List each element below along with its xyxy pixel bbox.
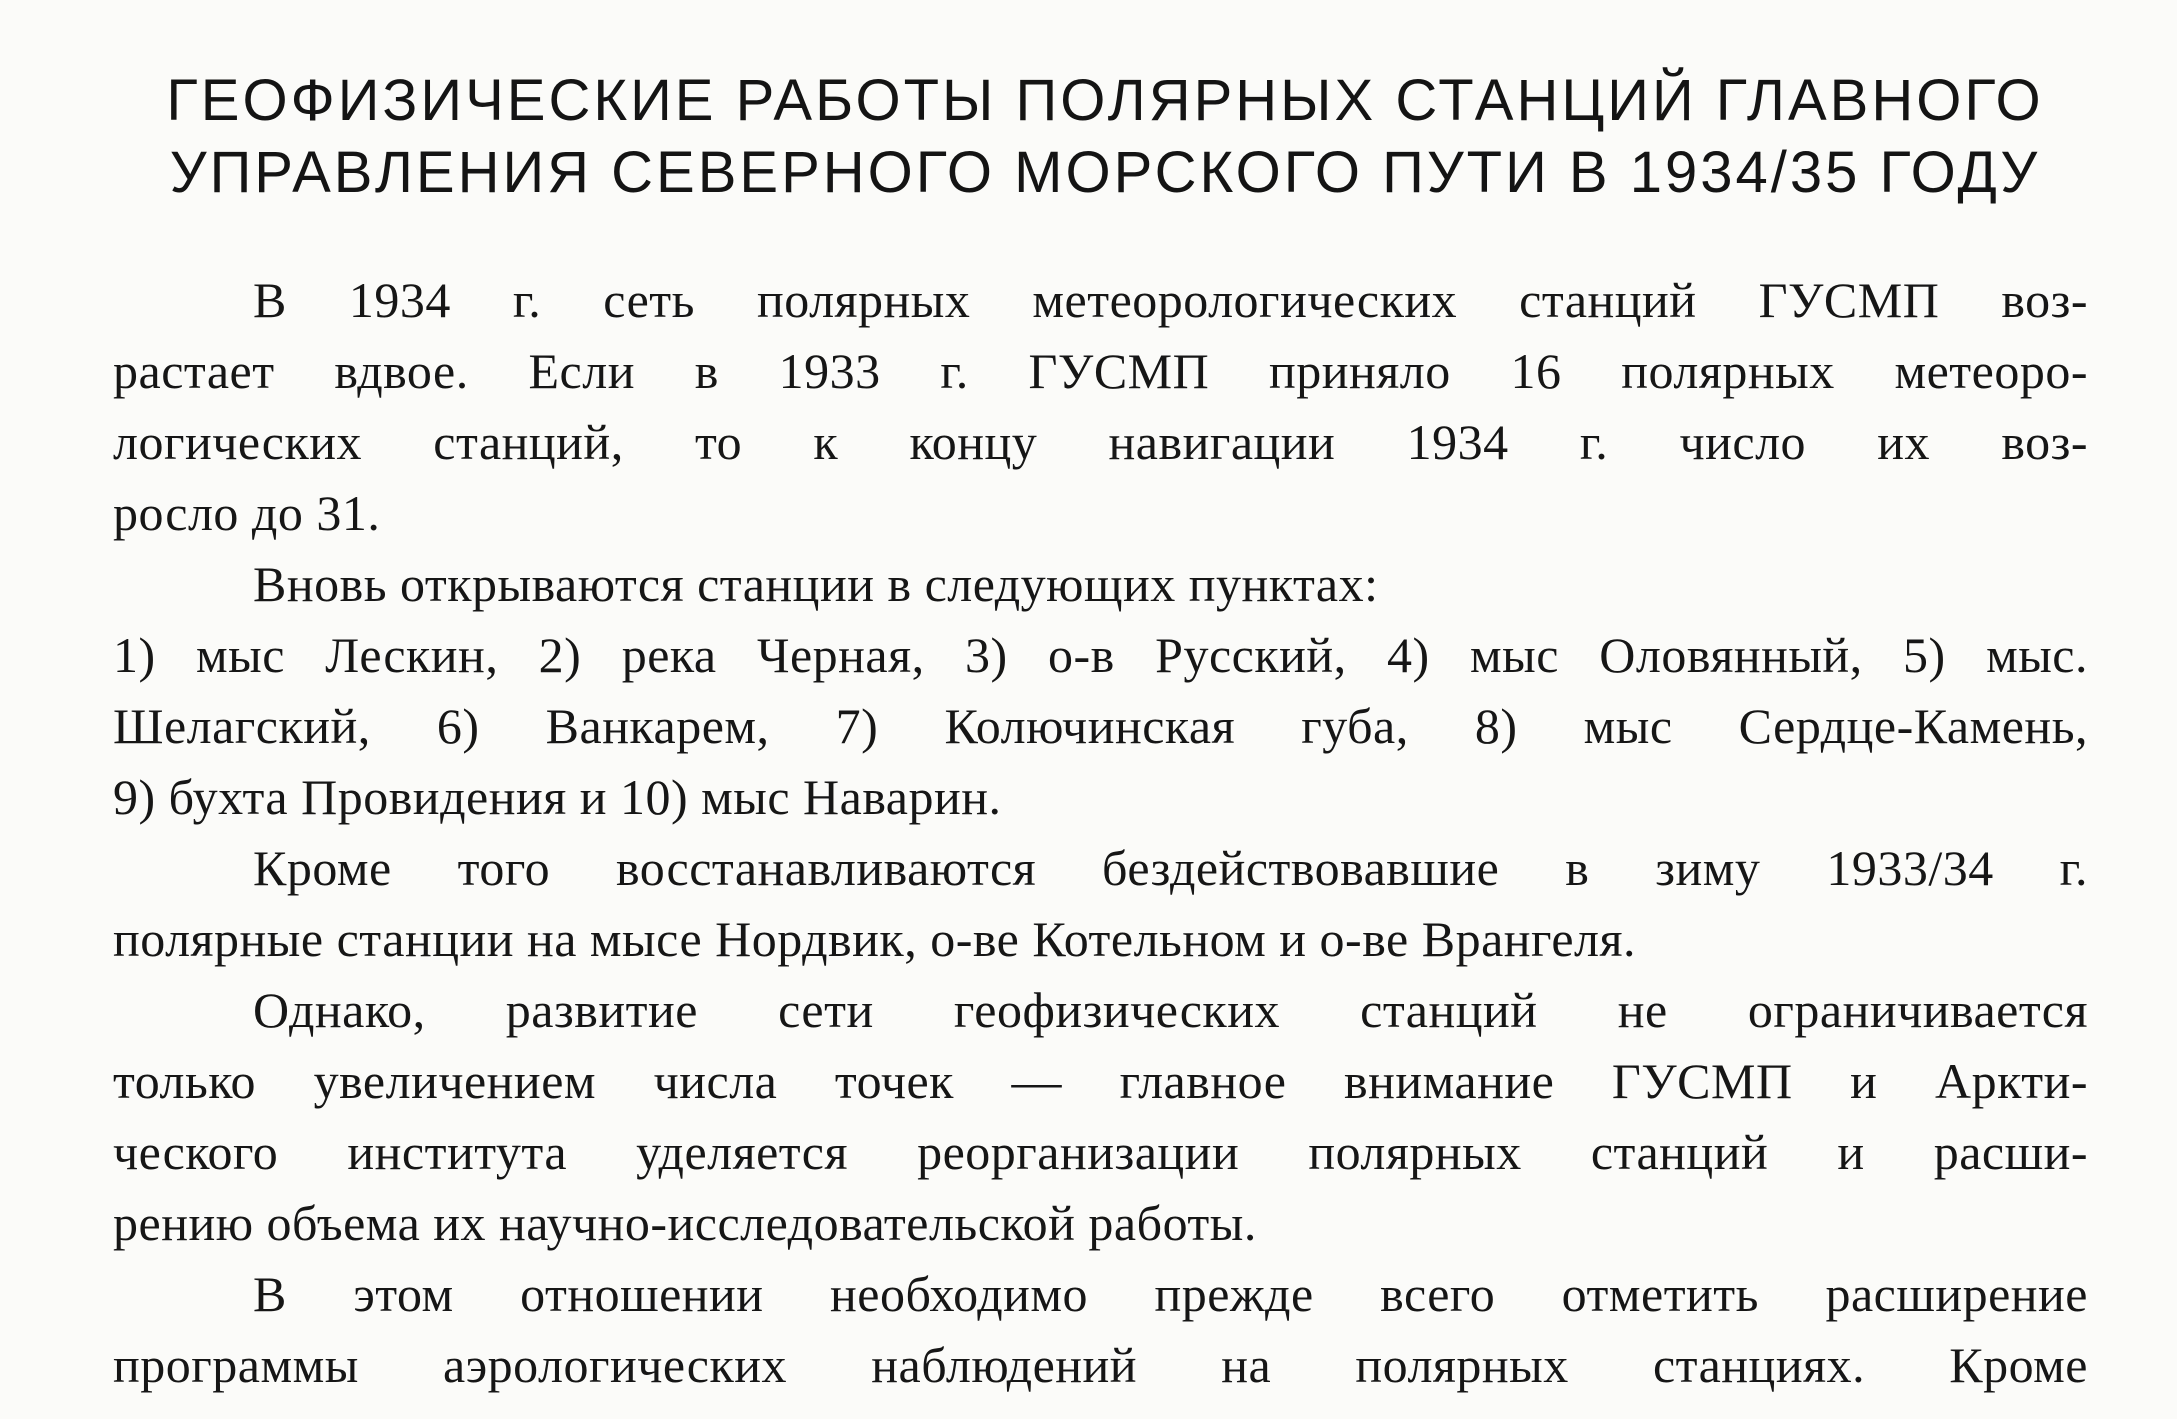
title-line-1: ГЕОФИЗИЧЕСКИЕ РАБОТЫ ПОЛЯРНЫХ СТАНЦИЙ ГЛАВНОГО [166, 68, 2044, 133]
text-line: В этом отношении необходимо прежде всего отметить расширение [253, 1266, 2088, 1322]
text-line: растает вдвое. Если в 1933 г. ГУСМП приняло 16 полярных метеоро- [113, 343, 2088, 399]
text-line: Шелагский, 6) Ванкарем, 7) Колючинская губа, 8) мыс Сердце-Камень, [113, 698, 2088, 754]
text-line: росло до 31. [113, 485, 381, 541]
title-line-2: УПРАВЛЕНИЯ СЕВЕРНОГО МОРСКОГО ПУТИ В 1934/35 ГОДУ [169, 140, 2041, 205]
text-line: рению объема их научно-исследовательской работы. [113, 1195, 1257, 1251]
text-line: В 1934 г. сеть полярных метеорологических станций ГУСМП воз- [253, 272, 2088, 328]
document-body [113, 265, 2088, 1401]
text-line: только увеличением числа точек — главное внимание ГУСМП и Аркти- [113, 1053, 2088, 1109]
text-line: 9) бухта Провидения и 10) мыс Наварин. [113, 769, 1002, 825]
text-line: Вновь открываются станции в следующих пунктах: [253, 556, 1379, 612]
document-title [110, 65, 2100, 209]
text-line: ческого института уделяется реорганизации полярных станций и расши- [113, 1124, 2088, 1180]
text-line: логических станций, то к концу навигации 1934 г. число их воз- [113, 414, 2088, 470]
text-line: Кроме того восстанавливаются бездействовавшие в зиму 1933/34 г. [253, 840, 2088, 896]
text-line: 1) мыс Лескин, 2) река Черная, 3) о-в Русский, 4) мыс Оловянный, 5) мыс. [113, 627, 2088, 683]
text-line: полярные станции на мысе Нордвик, о-ве Котельном и о-ве Врангеля. [113, 911, 1637, 967]
text-line: программы аэрологических наблюдений на полярных станциях. Кроме [113, 1337, 2088, 1393]
text-line: Однако, развитие сети геофизических станций не ограничивается [253, 982, 2088, 1038]
